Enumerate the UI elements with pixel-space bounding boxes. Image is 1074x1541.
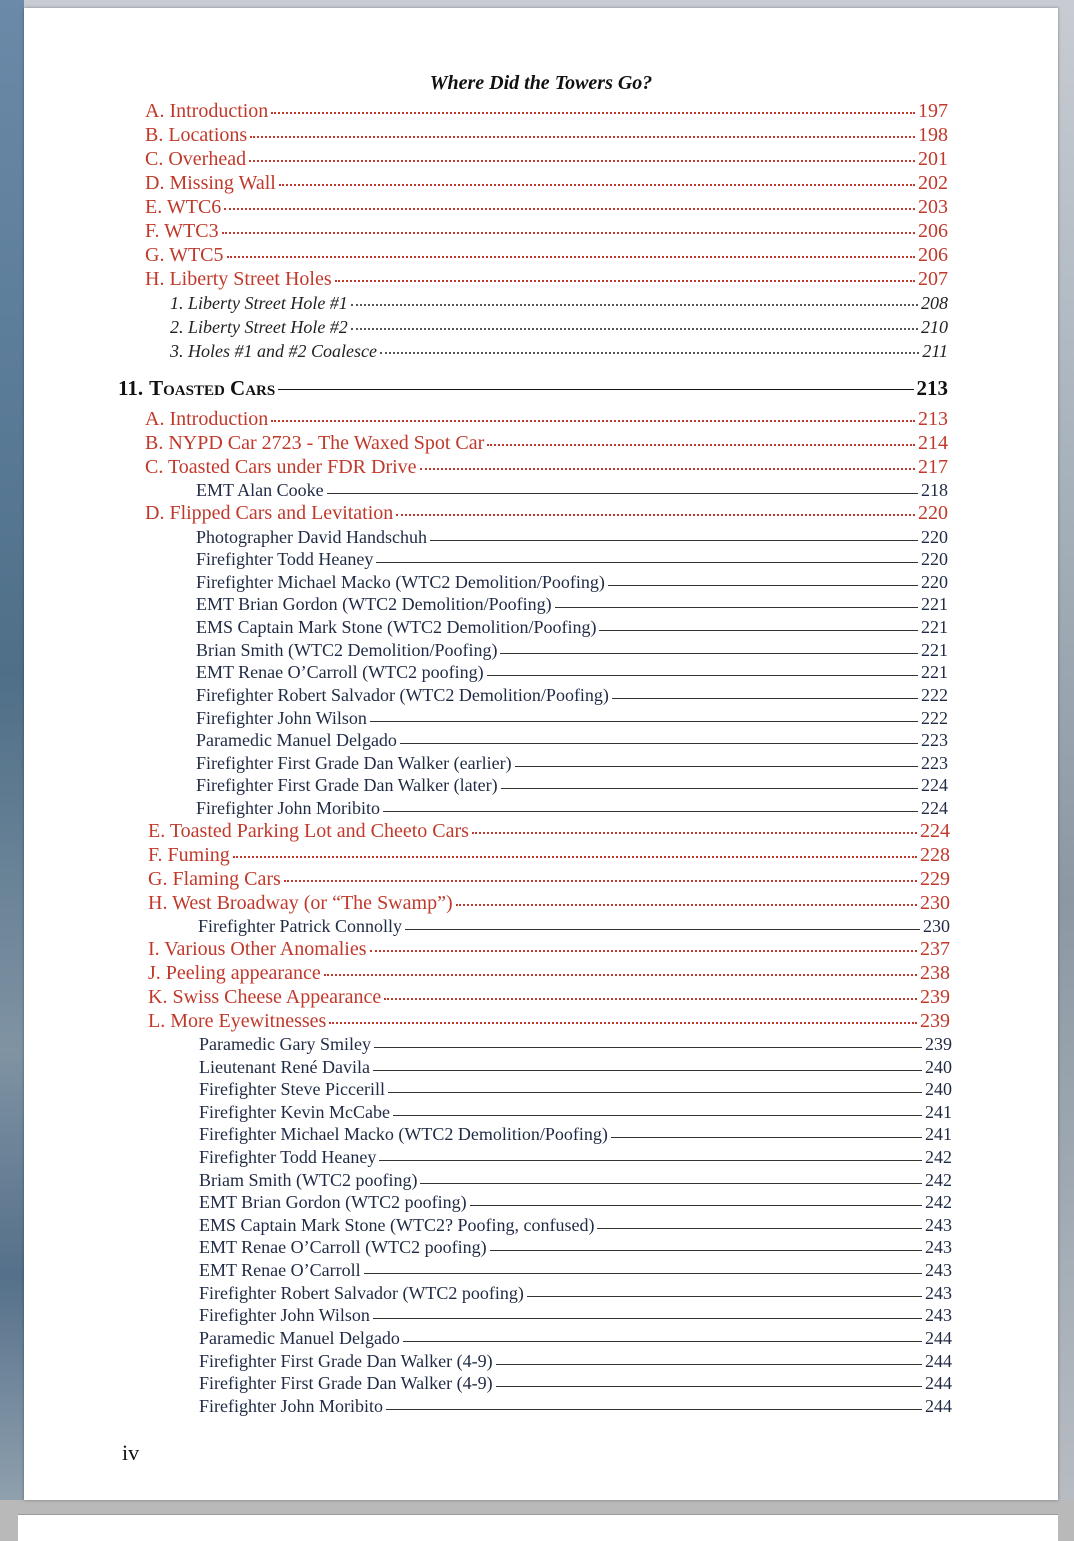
toc-label: Firefighter Todd Heaney: [196, 549, 374, 569]
toc-page-number: 221: [921, 662, 948, 682]
toc-label: Briam Smith (WTC2 poofing): [199, 1170, 418, 1190]
toc-witness[interactable]: [196, 616, 948, 638]
next-page-edge: [18, 1514, 1058, 1541]
toc-page-number: 244: [925, 1351, 952, 1371]
toc-label: EMT Brian Gordon (WTC2 poofing): [199, 1192, 467, 1212]
toc-label: Firefighter Michael Macko (WTC2 Demolition/Poofing): [199, 1124, 608, 1144]
toc-label: Firefighter Steve Piccerill: [199, 1079, 385, 1099]
toc-page-number: 213: [918, 408, 948, 430]
toc-leader: [279, 184, 915, 186]
toc-section[interactable]: [145, 172, 948, 194]
toc-section[interactable]: [145, 220, 948, 242]
toc-page-number: 223: [921, 730, 948, 750]
toc-page-number: 220: [921, 572, 948, 592]
toc-page-number: 221: [921, 594, 948, 614]
toc-leader: [327, 493, 918, 494]
toc-leader: [250, 136, 915, 138]
toc-section[interactable]: [145, 100, 948, 122]
toc-witness[interactable]: [196, 774, 948, 796]
toc-witness[interactable]: [198, 915, 950, 937]
toc-label: G. WTC5: [145, 244, 224, 266]
toc-witness[interactable]: [199, 1259, 952, 1281]
toc-page-number: 220: [918, 502, 948, 524]
toc-label: C. Toasted Cars under FDR Drive: [145, 456, 417, 478]
toc-label: A. Introduction: [145, 408, 269, 430]
toc-leader: [555, 607, 918, 608]
book-page: [24, 8, 1058, 1500]
toc-page-number: 241: [925, 1102, 952, 1122]
toc-label: E. Toasted Parking Lot and Cheeto Cars: [148, 820, 469, 842]
toc-section[interactable]: [145, 432, 948, 454]
toc-page-number: 243: [925, 1260, 952, 1280]
toc-witness[interactable]: [199, 1056, 952, 1078]
toc-label: Firefighter John Moribito: [196, 798, 380, 818]
toc-label: Firefighter Robert Salvador (WTC2 poofing): [199, 1283, 524, 1303]
toc-leader: [249, 160, 915, 162]
toc-label: B. NYPD Car 2723 - The Waxed Spot Car: [145, 432, 485, 454]
toc-leader: [388, 1092, 922, 1093]
toc-label: 2. Liberty Street Hole #2: [170, 317, 348, 337]
toc-leader: [396, 514, 915, 516]
toc-label: Firefighter Kevin McCabe: [199, 1102, 390, 1122]
toc-leader: [487, 675, 918, 676]
toc-leader: [374, 1047, 922, 1048]
toc-leader: [222, 232, 915, 234]
toc-page-number: 220: [921, 549, 948, 569]
toc-leader: [608, 585, 918, 586]
toc-witness[interactable]: [199, 1236, 952, 1258]
toc-witness[interactable]: [196, 526, 948, 548]
toc-label: Paramedic Manuel Delgado: [199, 1328, 400, 1348]
toc-witness[interactable]: [199, 1169, 952, 1191]
toc-label: Paramedic Gary Smiley: [199, 1034, 371, 1054]
toc-section[interactable]: [145, 268, 948, 290]
toc-label: Lieutenant René Davila: [199, 1057, 370, 1077]
toc-label: EMS Captain Mark Stone (WTC2 Demolition/Poofing): [196, 617, 597, 637]
toc-page-number: 221: [921, 640, 948, 660]
toc-witness[interactable]: [199, 1078, 952, 1100]
toc-leader: [370, 721, 918, 722]
toc-leader: [386, 1409, 922, 1410]
toc-label: F. WTC3: [145, 220, 219, 242]
toc-leader: [472, 832, 917, 834]
toc-page-number: 243: [925, 1215, 952, 1235]
toc-label: B. Locations: [145, 124, 248, 146]
toc-witness[interactable]: [199, 1191, 952, 1213]
toc-page-number: 230: [920, 892, 950, 914]
toc-page-number: 239: [920, 1010, 950, 1032]
toc-page-number: 207: [918, 268, 948, 290]
toc-page-number: 239: [920, 986, 950, 1008]
toc-label: Firefighter John Wilson: [196, 708, 367, 728]
toc-page-number: 237: [920, 938, 950, 960]
toc-witness[interactable]: [199, 1282, 952, 1304]
toc-section[interactable]: [145, 502, 948, 524]
toc-page-number: 241: [925, 1124, 952, 1144]
chapter-number: 11.: [118, 376, 144, 400]
toc-leader: [373, 1318, 922, 1319]
toc-witness[interactable]: [196, 797, 948, 819]
toc-label: Firefighter First Grade Dan Walker (4-9): [199, 1373, 493, 1393]
toc-leader: [496, 1364, 922, 1365]
chapter-title: Toasted Cars: [149, 376, 276, 400]
toc-leader: [456, 904, 917, 906]
toc-page-number: 243: [925, 1305, 952, 1325]
toc-leader: [430, 540, 918, 541]
toc-page-number: 202: [918, 172, 948, 194]
toc-page-number: 224: [920, 820, 950, 842]
toc-label: EMT Renae O’Carroll: [199, 1260, 361, 1280]
toc-label: L. More Eyewitnesses: [148, 1010, 327, 1032]
toc-chapter[interactable]: [118, 377, 948, 399]
toc-page-number: 230: [923, 916, 950, 936]
toc-section[interactable]: [148, 938, 950, 960]
toc-leader: [373, 1070, 922, 1071]
toc-label: 3. Holes #1 and #2 Coalesce: [170, 341, 377, 361]
toc-leader: [500, 653, 918, 654]
toc-label: J. Peeling appearance: [148, 962, 321, 984]
toc-leader: [271, 420, 915, 422]
toc-section[interactable]: [148, 986, 950, 1008]
toc-page-number: 242: [925, 1170, 952, 1190]
toc-leader: [376, 562, 918, 563]
toc-page-number: 206: [918, 220, 948, 242]
toc-label: EMT Renae O’Carroll (WTC2 poofing): [196, 662, 484, 682]
toc-witness[interactable]: [199, 1350, 952, 1372]
toc-label: I. Various Other Anomalies: [148, 938, 367, 960]
toc-leader: [271, 112, 915, 114]
toc-leader: [611, 1137, 922, 1138]
toc-section[interactable]: [145, 196, 948, 218]
toc-page-number: 197: [918, 100, 948, 122]
scanner-edge: [0, 0, 24, 1500]
toc-page-number: 214: [918, 432, 948, 454]
running-head: Where Did the Towers Go?: [429, 72, 653, 94]
toc-label: Paramedic Manuel Delgado: [196, 730, 397, 750]
toc-page-number: 206: [918, 244, 948, 266]
toc-page-number: 201: [918, 148, 948, 170]
toc-label: H. West Broadway (or “The Swamp”): [148, 892, 453, 914]
toc-label: K. Swiss Cheese Appearance: [148, 986, 382, 1008]
toc-leader: [227, 256, 915, 258]
toc-page-number: 229: [920, 868, 950, 890]
toc-leader: [400, 743, 918, 744]
toc-witness[interactable]: [199, 1214, 952, 1236]
toc-label: EMS Captain Mark Stone (WTC2? Poofing, confused): [199, 1215, 595, 1235]
toc-page-number: 208: [921, 293, 948, 313]
toc-witness[interactable]: [196, 707, 948, 729]
toc-witness[interactable]: [196, 752, 948, 774]
toc-subsection[interactable]: [170, 292, 948, 314]
toc-label: Firefighter First Grade Dan Walker (4-9): [199, 1351, 493, 1371]
toc-leader: [233, 856, 917, 858]
toc-label: Firefighter First Grade Dan Walker (earlier): [196, 753, 512, 773]
toc-label: 1. Liberty Street Hole #1: [170, 293, 348, 313]
toc-subsection[interactable]: [170, 316, 948, 338]
toc-leader: [496, 1386, 922, 1387]
toc-leader: [329, 1022, 917, 1024]
toc-page-number: 242: [925, 1147, 952, 1167]
toc-page-number: 222: [921, 685, 948, 705]
toc-label: H. Liberty Street Holes: [145, 268, 332, 290]
toc-label: G. Flaming Cars: [148, 868, 281, 890]
toc-label: E. WTC6: [145, 196, 222, 218]
toc-label: Photographer David Handschuh: [196, 527, 427, 547]
toc-page-number: 244: [925, 1396, 952, 1416]
toc-label: Firefighter John Moribito: [199, 1396, 383, 1416]
toc-leader: [490, 1250, 922, 1251]
toc-page-number: 239: [925, 1034, 952, 1054]
toc-label: Firefighter Patrick Connolly: [198, 916, 402, 936]
toc-page-number: 240: [925, 1079, 952, 1099]
toc-witness[interactable]: [199, 1304, 952, 1326]
toc-leader: [284, 880, 917, 882]
toc-witness[interactable]: [196, 548, 948, 570]
toc-page-number: 210: [921, 317, 948, 337]
toc-page-number: 218: [921, 480, 948, 500]
toc-witness[interactable]: [196, 571, 948, 593]
toc-leader: [501, 788, 918, 789]
toc-section[interactable]: [145, 244, 948, 266]
toc-leader: [420, 1183, 922, 1184]
toc-leader: [393, 1115, 922, 1116]
toc-page-number: 221: [921, 617, 948, 637]
toc-page-number: 223: [921, 753, 948, 773]
toc-page-number: 224: [921, 775, 948, 795]
toc-page-number: 217: [918, 456, 948, 478]
toc-page-number: 243: [925, 1237, 952, 1257]
toc-witness[interactable]: [196, 684, 948, 706]
toc-leader: [351, 304, 918, 306]
toc-leader: [470, 1205, 922, 1206]
toc-label: Firefighter Robert Salvador (WTC2 Demolition/Poofing): [196, 685, 609, 705]
toc-label: A. Introduction: [145, 100, 269, 122]
toc-page-number: 203: [918, 196, 948, 218]
toc-section[interactable]: [148, 868, 950, 890]
toc-leader: [351, 328, 918, 330]
toc-label: F. Fuming: [148, 844, 230, 866]
toc-leader: [380, 352, 919, 354]
toc-section[interactable]: [145, 456, 948, 478]
toc-page-number: 243: [925, 1283, 952, 1303]
toc-witness[interactable]: [196, 479, 948, 501]
toc-leader: [403, 1341, 922, 1342]
toc-page-number: 244: [925, 1328, 952, 1348]
toc-leader: [324, 974, 917, 976]
toc-leader: [379, 1160, 922, 1161]
toc-witness[interactable]: [199, 1101, 952, 1123]
toc-witness[interactable]: [199, 1372, 952, 1394]
toc-label: D. Flipped Cars and Levitation: [145, 502, 394, 524]
toc-page-number: 244: [925, 1373, 952, 1393]
toc-leader: [383, 811, 918, 812]
toc-section[interactable]: [145, 124, 948, 146]
toc-label: EMT Brian Gordon (WTC2 Demolition/Poofing): [196, 594, 552, 614]
toc-witness[interactable]: [199, 1123, 952, 1145]
toc-leader: [405, 929, 920, 930]
toc-section[interactable]: [148, 962, 950, 984]
toc-leader: [384, 998, 917, 1000]
toc-leader: [335, 280, 915, 282]
toc-page-number: 228: [920, 844, 950, 866]
toc-leader: [278, 389, 913, 390]
toc-page-number: 213: [916, 376, 948, 400]
toc-page-number: 222: [921, 708, 948, 728]
toc-section[interactable]: [145, 408, 948, 430]
toc-witness[interactable]: [199, 1146, 952, 1168]
toc-leader: [420, 468, 915, 470]
toc-subsection[interactable]: [170, 340, 948, 362]
toc-leader: [612, 698, 918, 699]
toc-witness[interactable]: [196, 661, 948, 683]
toc-label: C. Overhead: [145, 148, 247, 170]
toc-leader: [364, 1273, 922, 1274]
toc-page-number: 198: [918, 124, 948, 146]
toc-label: EMT Alan Cooke: [196, 480, 324, 500]
toc-witness[interactable]: [196, 639, 948, 661]
toc-section[interactable]: [148, 820, 950, 842]
toc-page-number: 220: [921, 527, 948, 547]
toc-leader: [527, 1296, 922, 1297]
toc-label: Brian Smith (WTC2 Demolition/Poofing): [196, 640, 498, 660]
toc-witness[interactable]: [199, 1327, 952, 1349]
toc-witness[interactable]: [196, 593, 948, 615]
toc-leader: [370, 950, 918, 952]
toc-witness[interactable]: [199, 1033, 952, 1055]
toc-leader: [597, 1228, 922, 1229]
toc-page-number: 211: [922, 341, 948, 361]
toc-page-number: 240: [925, 1057, 952, 1077]
toc-label: Firefighter Todd Heaney: [199, 1147, 377, 1167]
toc-witness[interactable]: [199, 1395, 952, 1417]
toc-page-number: 242: [925, 1192, 952, 1212]
toc-label: D. Missing Wall: [145, 172, 276, 194]
toc-section[interactable]: [148, 892, 950, 914]
toc-page-number: 224: [921, 798, 948, 818]
toc-label: EMT Renae O’Carroll (WTC2 poofing): [199, 1237, 487, 1257]
toc-page-number: 238: [920, 962, 950, 984]
toc-section[interactable]: [145, 148, 948, 170]
toc-label: Firefighter John Wilson: [199, 1305, 370, 1325]
toc-section[interactable]: [148, 1010, 950, 1032]
toc-label: Firefighter Michael Macko (WTC2 Demolition/Poofing): [196, 572, 605, 592]
toc-leader: [224, 208, 915, 210]
toc-witness[interactable]: [196, 729, 948, 751]
toc-leader: [515, 766, 918, 767]
toc-leader: [599, 630, 918, 631]
toc-section[interactable]: [148, 844, 950, 866]
toc-leader: [487, 444, 915, 446]
toc-label: Firefighter First Grade Dan Walker (later): [196, 775, 498, 795]
page-folio: iv: [122, 1440, 140, 1465]
